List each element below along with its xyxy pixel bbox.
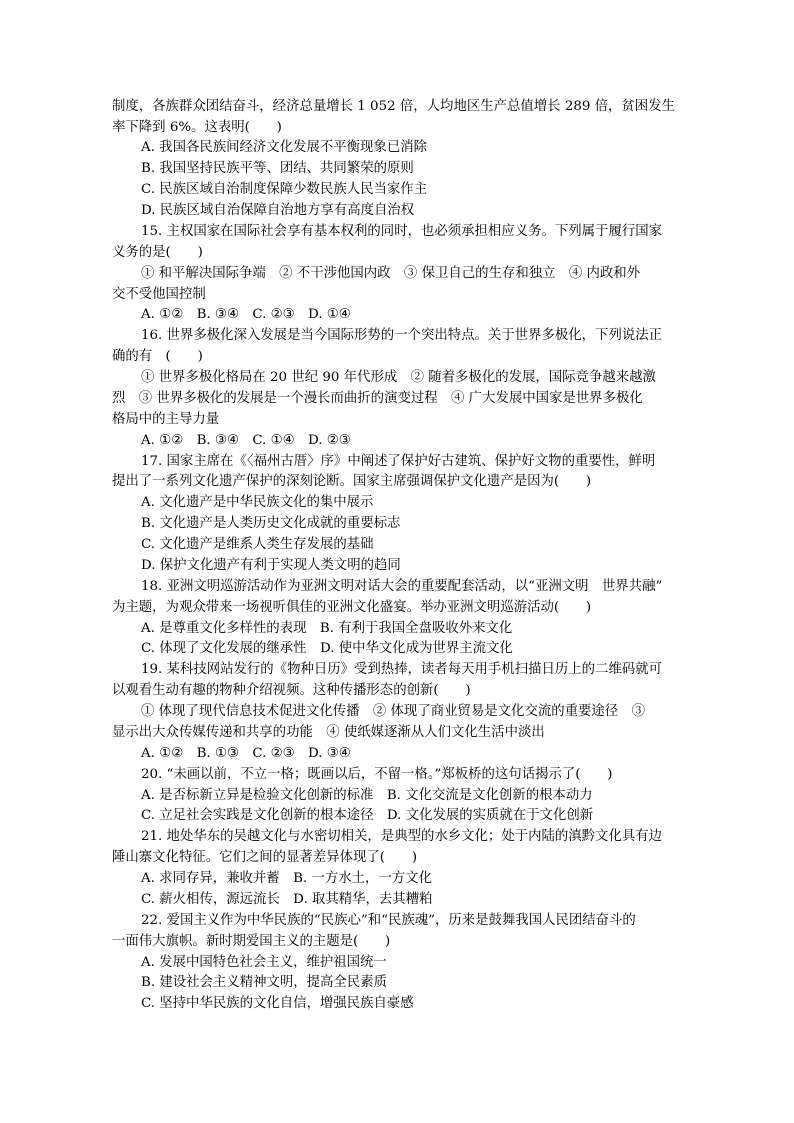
option-line: C. 薪火相传，源远流长 D. 取其精华，去其糟粕	[141, 892, 433, 907]
text-line: 陲山寨文化特征。它们之间的显著差异体现了( )	[112, 850, 418, 865]
question-17: 17. 国家主席在《〈福州古厝〉序》中阐述了保护好古建筑、保护好文物的重要性，鲜明	[141, 454, 656, 469]
option-line: B. 我国坚持民族平等、团结、共同繁荣的原则	[141, 161, 414, 176]
option-line: A. 是否标新立异是检验文化创新的标准 B. 文化交流是文化创新的根本动力	[141, 788, 593, 803]
question-19: 19. 某科技网站发行的《物种日历》受到热捧，读者每天用手机扫描日历上的二维码就可	[141, 662, 663, 677]
option-line: C. 民族区域自治制度保障少数民族人民当家作主	[141, 182, 428, 197]
option-line: C. 文化遗产是维系人类生存发展的基础	[141, 537, 374, 552]
text-line: 确的有 ( )	[112, 349, 203, 364]
option-line: C. 立足社会实践是文化创新的根本途径 D. 文化发展的实质就在于文化创新	[141, 808, 594, 823]
option-line: A. 文化遗产是中华民族文化的集中展示	[141, 495, 374, 510]
text-line: 为主题，为观众带来一场视听俱佳的亚洲文化盛宴。举办亚洲文明巡游活动( )	[112, 600, 592, 615]
option-line: D. 保护文化遗产有利于实现人类文明的趋同	[141, 558, 401, 573]
option-line: A. 是尊重文化多样性的表现 B. 有利于我国全盘吸收外来文化	[141, 621, 513, 636]
question-20: 20. “未画以前，不立一格；既画以后，不留一格。”郑板桥的这句话揭示了( )	[141, 767, 613, 782]
text-line: 制度，各族群众团结奋斗，经济总量增长 1 052 倍，人均地区生产总值增长 289 倍，贫困发生	[112, 99, 675, 114]
question-21: 21. 地处华东的吴越文化与水密切相关，是典型的水乡文化；处于内陆的滇黔文化具有边	[141, 829, 663, 844]
option-line: A. ①② B. ①③ C. ②③ D. ③④	[141, 746, 351, 761]
text-line: 率下降到 6%。这表明( )	[112, 120, 282, 135]
option-line: A. 求同存异，兼收并蓄 B. 一方水土，一方文化	[141, 871, 432, 886]
option-line: C. 体现了文化发展的继承性 D. 使中华文化成为世界主流文化	[141, 641, 513, 656]
option-line: C. 坚持中华民族的文化自信，增强民族自豪感	[141, 996, 414, 1011]
text-line: 格局中的主导力量	[112, 412, 220, 427]
option-line: A. 我国各民族间经济文化发展不平衡现象已消除	[141, 140, 427, 155]
text-line: 显示出大众传媒传递和共享的功能 ④ 使纸媒逐渐从人们文化生活中淡出	[112, 725, 545, 740]
text-line: 以观看生动有趣的物种介绍视频。这种传播形态的创新( )	[112, 683, 471, 698]
text-line: 交不受他国控制	[112, 287, 206, 302]
statements-line: ① 和平解决国际争端 ② 不干涉他国内政 ③ 保卫自己的生存和独立 ④ 内政和外	[141, 266, 641, 281]
text-line: 提出了一系列文化遗产保护的深刻论断。国家主席强调保护文化遗产是因为( )	[112, 474, 592, 489]
option-line: A. ①② B. ③④ C. ①④ D. ②③	[141, 433, 351, 448]
question-18: 18. 亚洲文明巡游活动作为亚洲文明对话大会的重要配套活动，以“亚洲文明 世界共融”	[141, 579, 663, 594]
option-line: D. 民族区域自治保障自治地方享有高度自治权	[141, 203, 415, 218]
option-line: B. 建设社会主义精神文明，提高全民素质	[141, 975, 387, 990]
question-22: 22. 爱国主义作为中华民族的“民族心”和“民族魂”，历来是鼓舞我国人民团结奋斗的	[141, 913, 636, 928]
option-line: B. 文化遗产是人类历史文化成就的重要标志	[141, 516, 401, 531]
statements-line: ① 体现了现代信息技术促进文化传播 ② 体现了商业贸易是文化交流的重要途径 ③	[141, 704, 645, 719]
statements-line: ① 世界多极化格局在 20 世纪 90 年代形成 ② 随着多极化的发展，国际竞争越来越激	[141, 370, 656, 385]
option-line: A. 发展中国特色社会主义，维护祖国统一	[141, 955, 387, 970]
option-line: A. ①② B. ③④ C. ②③ D. ①④	[141, 307, 351, 322]
question-16: 16. 世界多极化深入发展是当今国际形势的一个突出特点。关于世界多极化，下列说法正	[141, 328, 663, 343]
text-line: 烈 ③ 世界多极化的发展是一个漫长而曲折的演变过程 ④ 广大发展中国家是世界多极化	[112, 391, 643, 406]
text-line: 一面伟大旗帜。新时期爱国主义的主题是( )	[112, 934, 391, 949]
question-15: 15. 主权国家在国际社会享有基本权利的同时，也必须承担相应义务。下列属于履行国家	[141, 224, 663, 239]
text-line: 义务的是( )	[112, 245, 203, 260]
